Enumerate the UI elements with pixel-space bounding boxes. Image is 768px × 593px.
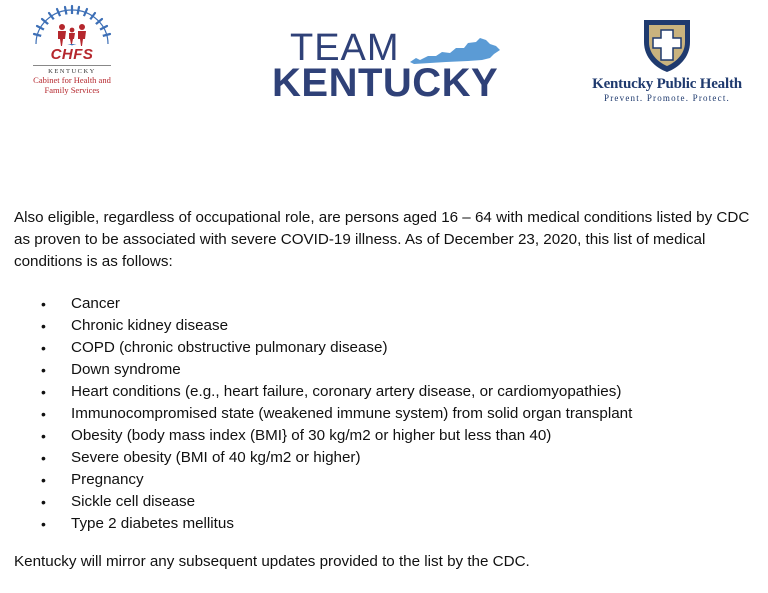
bullet-icon: • [41,450,46,466]
chfs-logo-cabinet-line1: Cabinet for Health and [33,75,111,85]
list-item [14,447,762,469]
chfs-logo-name: CHFS [50,46,94,63]
list-item [14,425,762,447]
bullet-icon: • [41,384,46,400]
list-item-text: Chronic kidney disease [71,317,229,334]
list-item [14,337,762,359]
list-item [14,469,762,491]
kph-logo-tagline: Prevent. Promote. Protect. [604,93,730,103]
bullet-icon: • [41,296,46,312]
bullet-icon: • [41,340,46,356]
kph-shield-icon [638,16,696,74]
list-item-text: Cancer [71,295,120,312]
chfs-sunburst-icon [30,4,114,48]
document-body [14,207,762,573]
closing-paragraph: Kentucky will mirror any subsequent updates provided to the list by the CDC. [14,553,530,570]
bullet-icon: • [41,472,46,488]
header-logos [0,0,768,110]
chfs-logo-cabinet-line2: Family Services [44,85,100,95]
bullet-icon: • [41,516,46,532]
list-item [14,491,762,513]
bullet-icon: • [41,362,46,378]
team-kentucky-kentucky-word: KENTUCKY [272,61,499,105]
chfs-logo-state: KENTUCKY [48,68,96,75]
list-item-text: Type 2 diabetes mellitus [71,515,234,532]
list-item [14,381,762,403]
list-item-text: Immunocompromised state (weakened immune system) from solid organ transplant [71,405,633,422]
list-item-text: COPD (chronic obstructive pulmonary disease) [71,339,388,356]
list-item [14,403,762,425]
list-item-text: Down syndrome [71,361,181,378]
medical-conditions-list [14,293,762,535]
team-kentucky-team-word: TEAM [290,27,400,69]
list-item-text: Sickle cell disease [71,493,196,510]
bullet-icon: • [41,428,46,444]
chfs-logo [18,4,126,104]
chfs-logo-divider [33,65,111,66]
bullet-icon: • [41,318,46,334]
bullet-icon: • [41,406,46,422]
list-item-text: Severe obesity (BMI of 40 kg/m2 or higher) [71,449,361,466]
list-item [14,359,762,381]
list-item-text: Heart conditions (e.g., heart failure, coronary artery disease, or cardiomyopathies) [71,383,622,400]
team-kentucky-logo [268,28,508,104]
list-item-text: Pregnancy [71,471,144,488]
list-item [14,513,762,535]
kentucky-public-health-logo [578,16,756,108]
intro-paragraph: Also eligible, regardless of occupational role, are persons aged 16 – 64 with medical conditions listed by CDC as proven to be associated with severe COVID-19 illness. As of December 23, 2020, this list of medical conditions is as follows: [14,209,750,270]
list-item [14,293,762,315]
kph-logo-name: Kentucky Public Health [592,76,742,92]
list-item-text: Obesity (body mass index (BMI} of 30 kg/m2 or higher but less than 40) [71,427,552,444]
bullet-icon: • [41,494,46,510]
list-item [14,315,762,337]
